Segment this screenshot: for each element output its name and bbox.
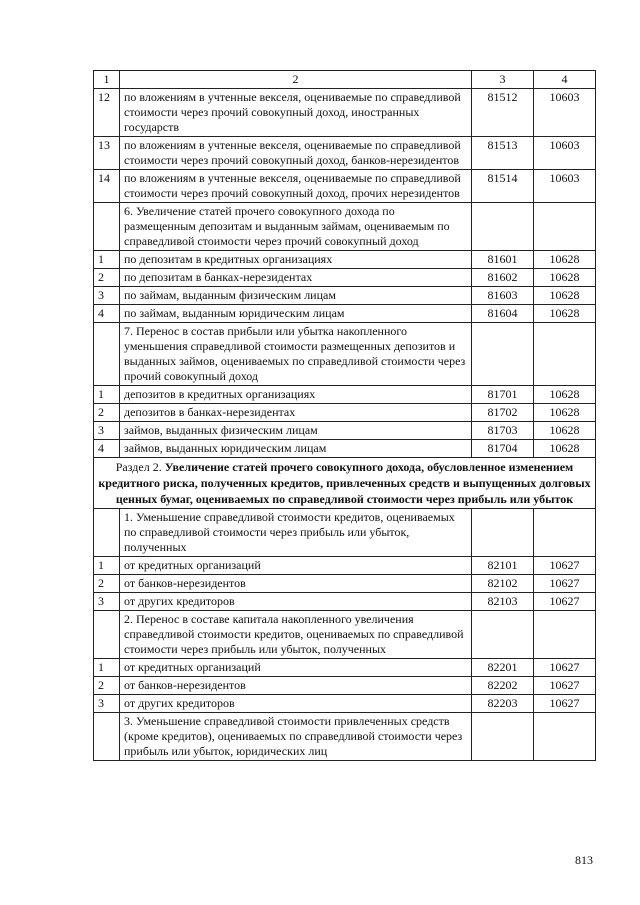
row-number: 3 bbox=[94, 695, 120, 713]
row-description: по вложениям в учтенные векселя, оцениваемые по справедливой стоимости через прочий совокупный доход, прочих нерезидентов bbox=[120, 170, 472, 203]
account-code: 82101 bbox=[472, 557, 534, 575]
table-row bbox=[94, 713, 596, 761]
row-description: займов, выданных юридическим лицам bbox=[120, 440, 472, 458]
row-number bbox=[94, 713, 120, 761]
symbol-code bbox=[534, 323, 596, 386]
header-cell: 1 bbox=[94, 71, 120, 89]
row-description: по депозитам в банках-нерезидентах bbox=[120, 269, 472, 287]
table-row bbox=[94, 593, 596, 611]
row-number: 13 bbox=[94, 137, 120, 170]
symbol-code: 10627 bbox=[534, 593, 596, 611]
table-row bbox=[94, 305, 596, 323]
account-code bbox=[472, 323, 534, 386]
table-header-row bbox=[94, 71, 596, 89]
account-code bbox=[472, 509, 534, 557]
row-description: от других кредиторов bbox=[120, 593, 472, 611]
row-description: по вложениям в учтенные векселя, оцениваемые по справедливой стоимости через прочий совокупный доход, банков-нерезидентов bbox=[120, 137, 472, 170]
symbol-code: 10603 bbox=[534, 137, 596, 170]
row-number: 1 bbox=[94, 251, 120, 269]
symbol-code: 10628 bbox=[534, 287, 596, 305]
header-cell: 4 bbox=[534, 71, 596, 89]
account-code: 82102 bbox=[472, 575, 534, 593]
row-number: 1 bbox=[94, 386, 120, 404]
account-code: 81603 bbox=[472, 287, 534, 305]
account-code: 81704 bbox=[472, 440, 534, 458]
table-row bbox=[94, 575, 596, 593]
row-number: 2 bbox=[94, 677, 120, 695]
symbol-code: 10627 bbox=[534, 557, 596, 575]
row-description: от банков-нерезидентов bbox=[120, 575, 472, 593]
row-number: 2 bbox=[94, 269, 120, 287]
symbol-code: 10627 bbox=[534, 695, 596, 713]
row-number bbox=[94, 509, 120, 557]
symbol-code: 10628 bbox=[534, 269, 596, 287]
row-number bbox=[94, 203, 120, 251]
row-number: 14 bbox=[94, 170, 120, 203]
table-row bbox=[94, 323, 596, 386]
symbol-code: 10628 bbox=[534, 305, 596, 323]
account-code: 81513 bbox=[472, 137, 534, 170]
account-code: 81703 bbox=[472, 422, 534, 440]
table-row bbox=[94, 611, 596, 659]
table-row bbox=[94, 659, 596, 677]
row-description: 7. Перенос в состав прибыли или убытка накопленного уменьшения справедливой стоимости размещенных депозитов и выданных займов, оцениваемых по справедливой стоимости через прочий совокупный доход bbox=[120, 323, 472, 386]
row-number: 3 bbox=[94, 593, 120, 611]
table-row bbox=[94, 170, 596, 203]
accounts-table bbox=[93, 70, 596, 761]
account-code: 81512 bbox=[472, 89, 534, 137]
row-description: 2. Перенос в составе капитала накопленного увеличения справедливой стоимости кредитов, оцениваемых по справедливой стоимости через прибыль или убыток, полученных bbox=[120, 611, 472, 659]
table-row bbox=[94, 203, 596, 251]
section-label: Раздел 2. bbox=[115, 460, 162, 474]
symbol-code bbox=[534, 509, 596, 557]
symbol-code: 10628 bbox=[534, 251, 596, 269]
header-cell: 2 bbox=[120, 71, 472, 89]
account-code: 82203 bbox=[472, 695, 534, 713]
row-description: займов, выданных физическим лицам bbox=[120, 422, 472, 440]
table-row bbox=[94, 440, 596, 458]
row-description: по займам, выданным юридическим лицам bbox=[120, 305, 472, 323]
row-description: депозитов в кредитных организациях bbox=[120, 386, 472, 404]
row-description: по займам, выданным физическим лицам bbox=[120, 287, 472, 305]
table-row bbox=[94, 404, 596, 422]
table-row bbox=[94, 422, 596, 440]
row-description: 6. Увеличение статей прочего совокупного дохода по размещенным депозитам и выданным займам, оцениваемым по справедливой стоимости через прочий совокупный доход bbox=[120, 203, 472, 251]
row-number: 1 bbox=[94, 659, 120, 677]
row-number: 4 bbox=[94, 440, 120, 458]
table-row bbox=[94, 287, 596, 305]
table-row bbox=[94, 89, 596, 137]
symbol-code: 10628 bbox=[534, 440, 596, 458]
row-description: депозитов в банках-нерезидентах bbox=[120, 404, 472, 422]
row-description: 3. Уменьшение справедливой стоимости привлеченных средств (кроме кредитов), оцениваемых по справедливой стоимости через прибыль или убыток, юридических лиц bbox=[120, 713, 472, 761]
symbol-code: 10603 bbox=[534, 170, 596, 203]
account-code bbox=[472, 203, 534, 251]
symbol-code bbox=[534, 611, 596, 659]
symbol-code: 10627 bbox=[534, 677, 596, 695]
row-number: 4 bbox=[94, 305, 120, 323]
row-number: 2 bbox=[94, 575, 120, 593]
account-code: 81604 bbox=[472, 305, 534, 323]
account-code: 82201 bbox=[472, 659, 534, 677]
row-description: от других кредиторов bbox=[120, 695, 472, 713]
section-row bbox=[94, 458, 596, 509]
row-description: от кредитных организаций bbox=[120, 557, 472, 575]
row-description: 1. Уменьшение справедливой стоимости кредитов, оцениваемых по справедливой стоимости через прибыль или убыток, полученных bbox=[120, 509, 472, 557]
table-row bbox=[94, 677, 596, 695]
symbol-code: 10628 bbox=[534, 386, 596, 404]
table-row bbox=[94, 251, 596, 269]
row-description: по депозитам в кредитных организациях bbox=[120, 251, 472, 269]
row-description: от банков-нерезидентов bbox=[120, 677, 472, 695]
table-row bbox=[94, 509, 596, 557]
account-code bbox=[472, 713, 534, 761]
section-heading bbox=[94, 458, 596, 509]
account-code: 81514 bbox=[472, 170, 534, 203]
row-number: 3 bbox=[94, 422, 120, 440]
symbol-code bbox=[534, 203, 596, 251]
account-code: 81601 bbox=[472, 251, 534, 269]
row-number bbox=[94, 611, 120, 659]
row-number: 12 bbox=[94, 89, 120, 137]
symbol-code: 10628 bbox=[534, 422, 596, 440]
symbol-code: 10627 bbox=[534, 659, 596, 677]
account-code: 82202 bbox=[472, 677, 534, 695]
page-number: 813 bbox=[575, 853, 593, 867]
symbol-code: 10628 bbox=[534, 404, 596, 422]
row-number: 1 bbox=[94, 557, 120, 575]
account-code: 81702 bbox=[472, 404, 534, 422]
section-title: Увеличение статей прочего совокупного дохода, обусловленное изменением кредитного риска, полученных кредитов, привлеченных средств и выпущенных долговых ценных бумаг, оцениваемых по справедливой стоимости через прибыль или убыток bbox=[98, 460, 591, 506]
row-number: 2 bbox=[94, 404, 120, 422]
account-code: 81701 bbox=[472, 386, 534, 404]
table-row bbox=[94, 695, 596, 713]
row-number: 3 bbox=[94, 287, 120, 305]
account-code bbox=[472, 611, 534, 659]
table-row bbox=[94, 557, 596, 575]
row-number bbox=[94, 323, 120, 386]
symbol-code bbox=[534, 713, 596, 761]
symbol-code: 10603 bbox=[534, 89, 596, 137]
row-description: по вложениям в учтенные векселя, оцениваемые по справедливой стоимости через прочий совокупный доход, иностранных государств bbox=[120, 89, 472, 137]
account-code: 81602 bbox=[472, 269, 534, 287]
header-cell: 3 bbox=[472, 71, 534, 89]
table-row bbox=[94, 137, 596, 170]
table-row bbox=[94, 269, 596, 287]
account-code: 82103 bbox=[472, 593, 534, 611]
table-row bbox=[94, 386, 596, 404]
row-description: от кредитных организаций bbox=[120, 659, 472, 677]
symbol-code: 10627 bbox=[534, 575, 596, 593]
